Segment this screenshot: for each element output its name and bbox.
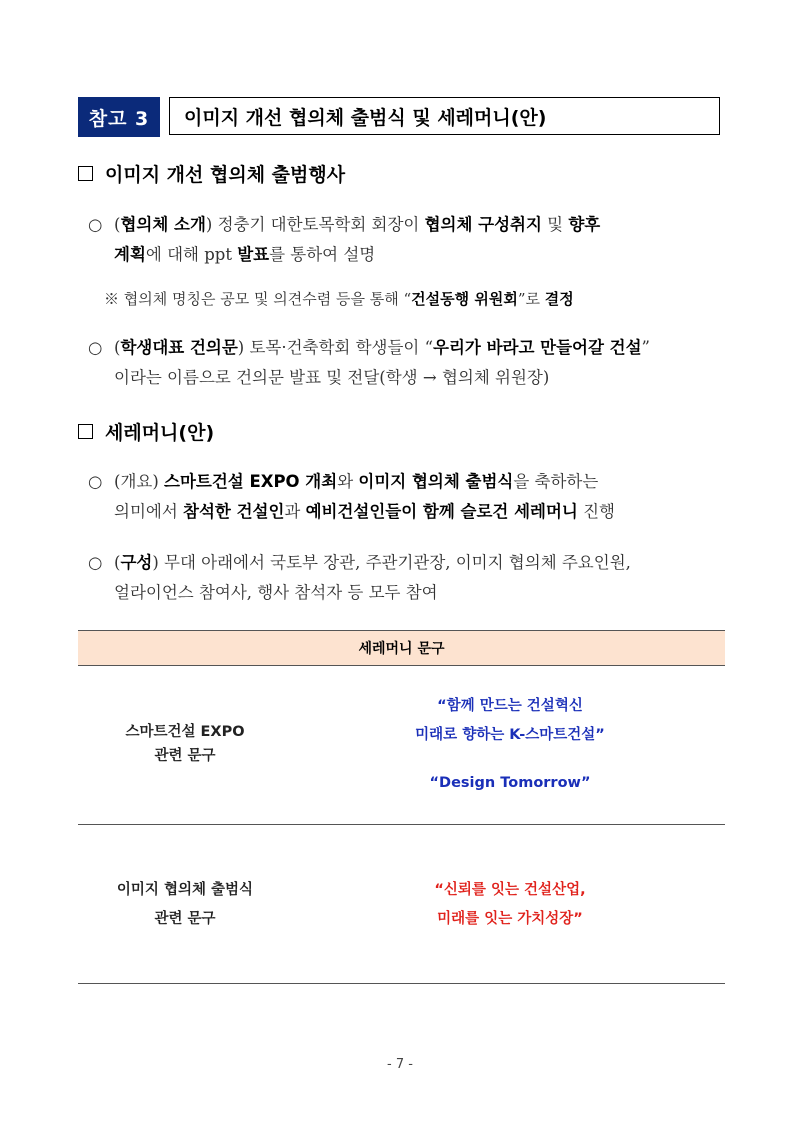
reference-mark-icon: ※	[104, 290, 120, 308]
paragraph-council-intro: ○ (협의체 소개) 정충기 대한토목학회 회장이 협의체 구성취지 및 향후 계획에 대해 ppt 발표를 통하여 설명	[88, 210, 724, 270]
table-row-label: 이미지 협의체 출범식 관련 문구	[116, 882, 254, 927]
section-heading-text: 세레머니(안)	[105, 422, 215, 444]
circle-bullet-icon: ○	[88, 215, 103, 234]
circle-bullet-icon: ○	[88, 553, 103, 572]
section-heading-text: 이미지 개선 협의체 출범행사	[105, 164, 346, 186]
note-council-name: ※ 협의체 명칭은 공모 및 의견수렴 등을 통해 “건설동행 위원회”로 결정	[104, 290, 574, 308]
ceremony-table-header: 세레머니 문구	[78, 630, 725, 666]
table-divider	[78, 824, 725, 825]
section-heading-launch-event	[78, 160, 345, 187]
table-row-label: 스마트건설 EXPO 관련 문구	[125, 724, 245, 764]
checkbox-square-icon	[78, 166, 93, 181]
reference-label: 참고 3	[78, 97, 160, 137]
checkbox-square-icon	[78, 424, 93, 439]
paragraph-ceremony-overview: ○ (개요) 스마트건설 EXPO 개최와 이미지 협의체 출범식을 축하하는 의미에서 참석한 건설인과 예비건설인들이 함께 슬로건 세레머니 진행	[88, 467, 724, 527]
page-title: 이미지 개선 협의체 출범식 및 세레머니(안)	[169, 97, 720, 135]
table-row-phrase: “신뢰를 잇는 건설산업, 미래를 잇는 가치성장”	[434, 882, 586, 927]
circle-bullet-icon: ○	[88, 472, 103, 491]
circle-bullet-icon: ○	[88, 338, 103, 357]
table-row-phrase: “함께 만드는 건설혁신 미래로 향하는 K-스마트건설” “Design Tomorrow”	[415, 698, 605, 791]
section-heading-ceremony	[78, 418, 214, 445]
paragraph-student-proposal: ○ (학생대표 건의문) 토목·건축학회 학생들이 “우리가 바라고 만들어갈 건설” 이라는 이름으로 건의문 발표 및 전달(학생 → 협의체 위원장)	[88, 333, 724, 393]
page-number: - 7 -	[387, 1057, 413, 1072]
table-bottom-border	[78, 983, 725, 984]
paragraph-ceremony-composition: ○ (구성) 무대 아래에서 국토부 장관, 주관기관장, 이미지 협의체 주요인원, 얼라이언스 참여사, 행사 참석자 등 모두 참여	[88, 548, 724, 608]
